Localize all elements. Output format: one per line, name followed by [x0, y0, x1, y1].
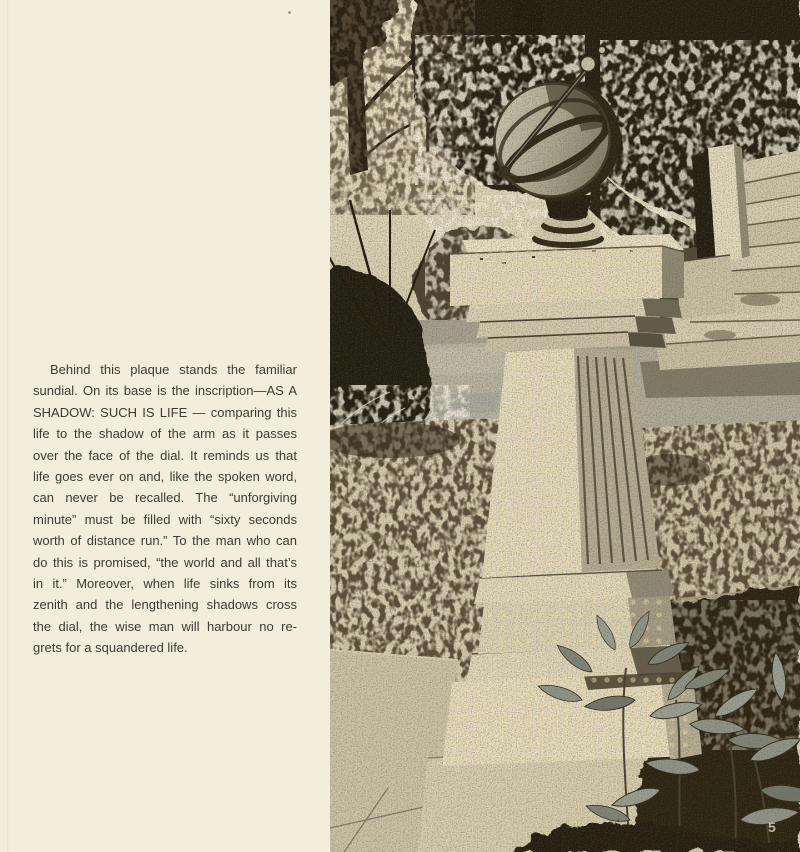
caption-line: the dial, the wise man will harbour no re-: [33, 618, 297, 634]
caption-line: grets for a squandered life.: [33, 640, 188, 656]
caption-line: life goes ever on and, like the spoken word,: [33, 468, 297, 484]
caption-line: Behind this plaque stands the familiar: [50, 362, 297, 377]
caption-line: worth of distance run.” To the man who can: [33, 533, 297, 549]
caption-line: zenith and the lengthening shadows cross: [33, 597, 297, 613]
caption-line: life to the shadow of the arm as it passes: [33, 426, 297, 442]
caption-line: SHADOW: SUCH IS LIFE — comparing this: [33, 404, 297, 420]
sundial-photo-art: [330, 0, 800, 852]
scan-dust-speck: [288, 11, 291, 14]
caption-line: minute” must be filled with “sixty seconds: [33, 511, 297, 527]
photo-grain-overlay: [330, 0, 800, 852]
photo-page-number: 5: [768, 819, 776, 835]
caption-line: do this is promised, “the world and all that’s: [33, 554, 297, 570]
caption-line: sundial. On its base is the inscription—AS A: [33, 383, 297, 399]
caption-line: can never be recalled. The “unforgiving: [33, 490, 297, 506]
caption-paragraph: [33, 359, 297, 658]
caption-line: in it.” Moreover, when life sinks from its: [33, 575, 297, 591]
sundial-photograph: [330, 0, 800, 852]
page-gutter-shading: [7, 0, 9, 852]
caption-line: over the face of the dial. It reminds us that: [33, 447, 297, 463]
